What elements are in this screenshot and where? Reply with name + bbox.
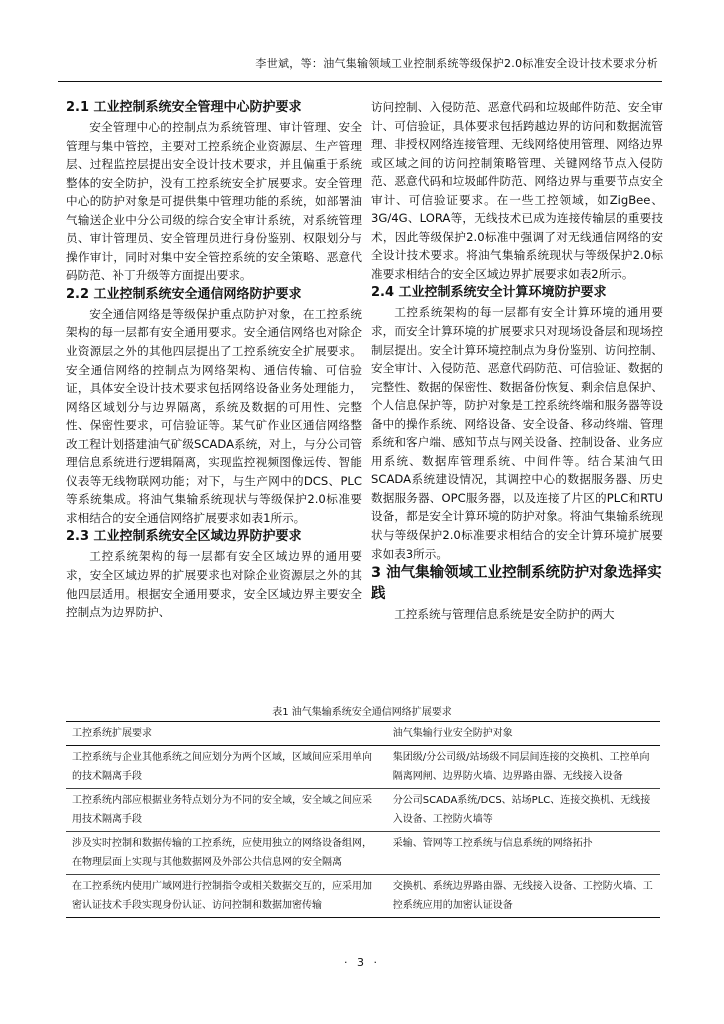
table-cell: 集团级/分公司级/站场级不同层间连接的交换机、工控单向隔离网闸、边界防火墙、边界路由器、无线接入设备 <box>387 746 660 789</box>
section-2-2-body: 安全通信网络是等级保护重点防护对象，在工控系统架构的每一层都有安全通用要求。安全通信网络也对除企业资源层之外的其他四层提出了工控系统安全扩展要求。安全通信网络的控制点为网络架构、通信传输、可信验证，具体安全设计技术要求包括网络设备业务处理能力，网络区域划分与边界隔离，系统及数据的可用性、完整性、保密性要求，可信验证等。某气矿作业区通信网络整改工程计划搭建油气矿级SCADA系统，对上，与分公司管理信息系统进行逻辑隔离，实现监控视频图像远传、智能仪表等无线物联网功能；对下，与生产网中的DCS、PLC等系统集成。将油气集输系统现状与等级保护2.0标准要求相结合的安全通信网络扩展要求如表1所示。 <box>66 306 362 525</box>
running-head: 李世斌，等：油气集输领域工业控制系统等级保护2.0标准安全设计技术要求分析 <box>255 57 658 70</box>
table-header-cell: 工控系统扩展要求 <box>66 722 387 746</box>
table-cell: 涉及实时控制和数据传输的工控系统，应使用独立的网络设备组网，在物理层面上实现与其他数据网及外部公共信息网的安全隔离 <box>66 832 387 875</box>
section-2-4-heading: 2.4 工业控制系统安全计算环境防护要求 <box>371 285 607 301</box>
table-1-caption: 表1 油气集输系统安全通信网络扩展要求 <box>272 707 452 718</box>
table-header-row <box>66 722 660 746</box>
section-2-1-heading: 2.1 工业控制系统安全管理中心防护要求 <box>66 100 302 115</box>
section-2-3-body-left: 工控系统架构的每一层都有安全区域边界的通用要求，安全区域边界的扩展要求也对除企业资源层之外的其他四层适用。根据安全通用要求，安全区域边界主要安全控制点为边界防护、 <box>66 549 362 620</box>
table-row <box>66 832 660 875</box>
section-3-heading: 3 油气集输领域工业控制系统防护对象选择实践 <box>371 565 662 603</box>
section-2-1-body: 安全管理中心的控制点为系统管理、审计管理、安全管理与集中管控，主要对工控系统企业资源层、生产管理层、过程监控层提出安全设计技术要求，并且偏重于系统整体的安全防护，没有工控系统安全扩展要求。安全管理中心的防护对象是可提供集中管理功能的系统，如部署油气输送企业中分公司级的综合安全审计系统，对系统管理员、审计管理员、安全管理员进行身份鉴别、权限划分与操作审计，同时对集中安全管控系统的安全策略、恶意代码防范、补丁升级等方面提出要求。 <box>66 120 362 283</box>
page-number: · 3 · <box>344 956 380 969</box>
section-2-2-heading: 2.2 工业控制系统安全通信网络防护要求 <box>66 286 302 302</box>
table-cell: 在工控系统内使用广域网进行控制指令或相关数据交互的，应采用加密认证技术手段实现身份认证、访问控制和数据加密传输 <box>66 875 387 918</box>
section-2-3-heading: 2.3 工业控制系统安全区域边界防护要求 <box>66 529 302 545</box>
table-cell: 采输、管网等工控系统与信息系统的网络拓扑 <box>387 832 660 875</box>
table-row <box>66 875 660 918</box>
table-cell: 工控系统与企业其他系统之间应划分为两个区域，区域间应采用单向的技术隔离手段 <box>66 746 387 789</box>
section-2-3-body-right: 访问控制、入侵防范、恶意代码和垃圾邮件防范、安全审计、可信验证，具体要求包括跨越边界的访问和数据流管理、非授权网络连接管理、无线网络使用管理、网络边界或区域之间的访问控制策略管理、关键网络节点入侵防范、恶意代码和垃圾邮件防范、网络边界与重要节点安全审计、可信验证要求。在一些工控领域，如ZigBee、3G/4G、LORA等，无线技术已成为连接传输层的重要技术，因此等级保护2.0标准中强调了对无线通信网络的安全设计技术要求。将油气集输系统现状与等级保护2.0标准要求相结合的安全区域边界扩展要求如表2所示。 <box>371 100 663 281</box>
table-header-cell: 油气集输行业安全防护对象 <box>387 722 660 746</box>
section-3-body: 工控系统与管理信息系统是安全防护的两大 <box>394 607 615 622</box>
table-row <box>66 789 660 832</box>
table-cell: 交换机、系统边界路由器、无线接入设备、工控防火墙、工控系统应用的加密认证设备 <box>387 875 660 918</box>
left-column <box>66 98 362 622</box>
table-cell: 分公司SCADA系统/DCS、站场PLC、连接交换机、无线接入设备、工控防火墙等 <box>387 789 660 832</box>
table-cell: 工控系统内部应根据业务特点划分为不同的安全域，安全域之间应采用技术隔离手段 <box>66 789 387 832</box>
header-divider <box>58 81 662 82</box>
table-row <box>66 746 660 789</box>
table-1 <box>66 721 660 918</box>
right-column <box>371 98 663 624</box>
section-2-4-body: 工控系统架构的每一层都有安全计算环境的通用要求，而安全计算环境的扩展要求只对现场设备层和现场控制层提出。安全计算环境控制点为身份鉴别、访问控制、安全审计、入侵防范、恶意代码防范、可信验证、数据的完整性、数据的保密性、数据备份恢复、剩余信息保护、个人信息保护等，防护对象是工控系统终端和服务器等设备中的操作系统、网络设备、安全设备、移动终端、管理系统和客户端、感知节点与网关设备、控制设备、业务应用系统、数据库管理系统、中间件等。结合某油气田SCADA系统建设情况，其调控中心的数据服务器、历史数据服务器、OPC服务器，以及连接了片区的PLC和RTU设备，都是安全计算环境的防护对象。将油气集输系统现状与等级保护2.0标准要求相结合的安全计算环境扩展要求如表3所示。 <box>371 305 663 561</box>
